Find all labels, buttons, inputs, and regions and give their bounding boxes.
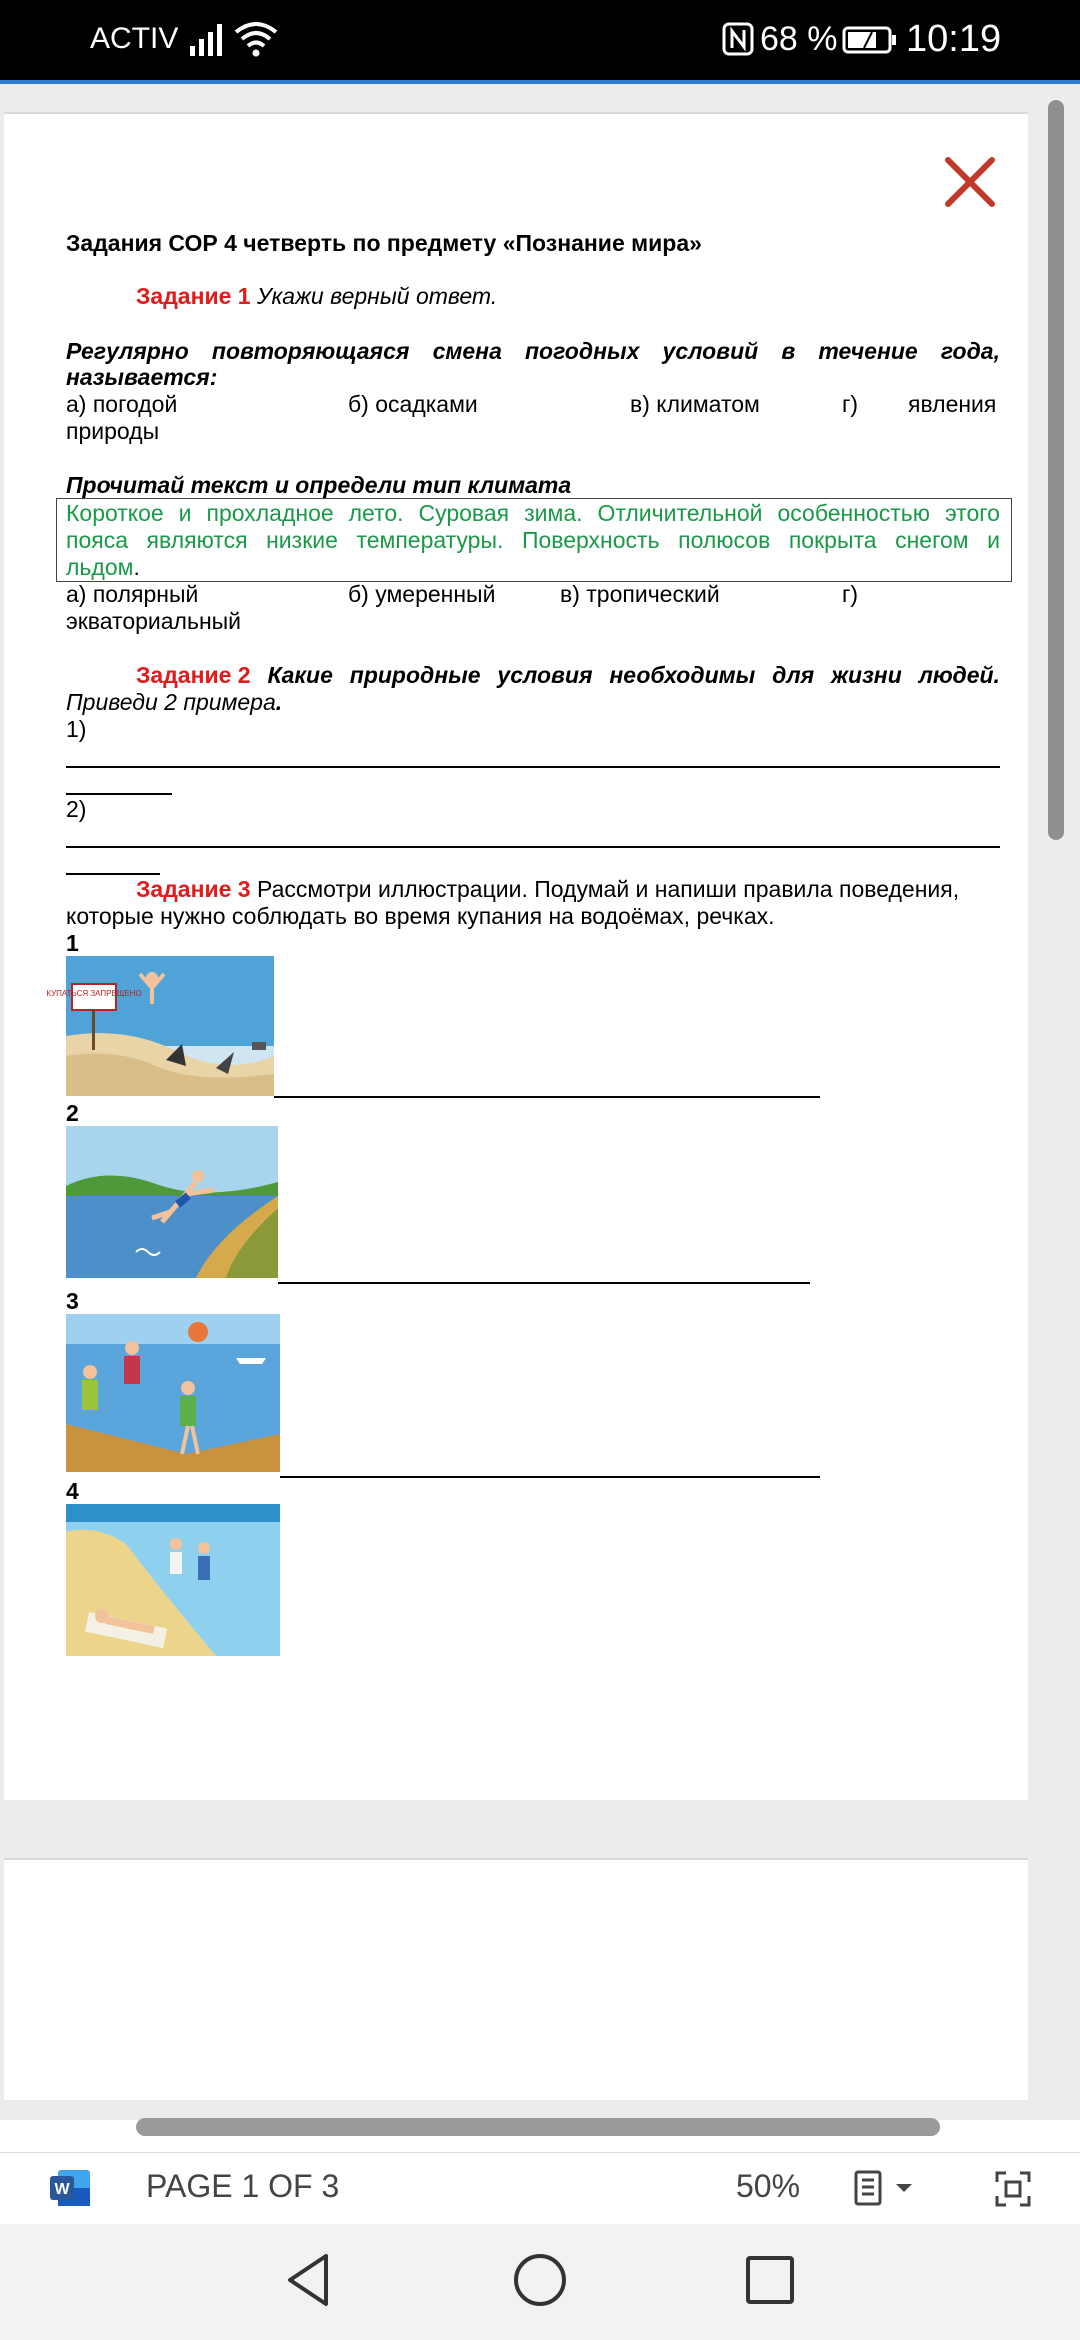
picture-number: 4: [66, 1478, 79, 1504]
sign-text: КУПАТЬСЯ ЗАПРЕЩЕНО: [46, 989, 142, 998]
task2-item2: 2): [66, 796, 87, 822]
view-mode-icon[interactable]: [852, 2168, 922, 2208]
home-icon[interactable]: [512, 2252, 568, 2308]
back-icon[interactable]: [282, 2250, 336, 2310]
answer-line[interactable]: [66, 846, 1000, 848]
zoom-level[interactable]: 50%: [736, 2168, 801, 2204]
task1-heading: [136, 283, 497, 310]
task2-line1: Задание 2 Какие природные условия необходимы для жизни людей.: [136, 662, 1000, 688]
q2-option-b: б) умеренный: [348, 581, 496, 607]
nfc-icon: [722, 22, 754, 56]
answer-line[interactable]: [278, 1282, 810, 1284]
illustration-diving: [66, 1126, 278, 1278]
close-icon[interactable]: [940, 152, 1000, 212]
task1-label: Задание 1: [136, 283, 251, 309]
task3-line2: которые нужно соблюдать во время купания на водоёмах, речках.: [66, 903, 775, 929]
passage-line3: льдом.: [66, 554, 140, 580]
task3-label: Задание 3: [136, 876, 251, 902]
word-icon[interactable]: [48, 2166, 92, 2210]
carrier-name: ACTIV: [90, 22, 179, 55]
document-title: Задания СОР 4 четверть по предмету «Познание мира»: [66, 230, 702, 256]
answer-line[interactable]: [66, 873, 160, 875]
answer-line[interactable]: [66, 766, 1000, 768]
task2-line2: Приведи 2 примера.: [66, 689, 283, 715]
q1-option-c: в) климатом: [630, 391, 760, 417]
q2-option-d-cont: экваториальный: [66, 608, 242, 634]
question1-line1: Регулярно повторяющаяся смена погодных условий в течение года,: [66, 338, 1000, 364]
q1-option-d-cont: природы: [66, 418, 160, 444]
status-bar: [0, 0, 1080, 80]
battery-icon: [842, 26, 898, 54]
document-page-next: [4, 1858, 1028, 2100]
task3-line1: Задание 3 Рассмотри иллюстрации. Подумай и напиши правила поведения,: [136, 876, 960, 902]
page-indicator: PAGE 1 OF 3: [146, 2168, 340, 2204]
task2-label: Задание 2: [136, 662, 251, 688]
task2-item1: 1): [66, 716, 87, 742]
illustration-beach: [66, 1504, 280, 1656]
battery-percent: 68 %: [760, 20, 838, 58]
picture-number: 2: [66, 1100, 79, 1126]
passage-line2: пояса являются низкие температуры. Поверхность полюсов покрыта снегом и: [66, 527, 1000, 553]
svg-text:W: W: [54, 2181, 70, 2198]
illustration-no-swimming: [46, 956, 274, 1096]
picture-number: 3: [66, 1288, 79, 1314]
task1-instruction: Укажи верный ответ.: [257, 283, 498, 309]
q2-option-c: в) тропический: [560, 581, 720, 607]
question1-line2: называется:: [66, 364, 218, 390]
answer-line[interactable]: [280, 1476, 820, 1478]
recent-apps-icon[interactable]: [744, 2254, 796, 2306]
signal-icon: [188, 22, 228, 56]
q1-option-d-prefix: г): [842, 391, 859, 417]
picture-number: 1: [66, 930, 79, 956]
answer-line[interactable]: [66, 793, 172, 795]
question2: Прочитай текст и определи тип климата: [66, 472, 572, 498]
q2-option-d-prefix: г): [842, 581, 859, 607]
passage-line1: Короткое и прохладное лето. Суровая зима. Отличительной особенностью этого: [66, 500, 1000, 526]
wifi-icon: [234, 20, 278, 58]
illustration-ball-game: [66, 1314, 280, 1472]
horizontal-scrollbar[interactable]: [136, 2118, 940, 2136]
q1-option-d-word: явления: [908, 391, 997, 417]
fullscreen-icon[interactable]: [994, 2170, 1032, 2208]
q2-option-a: а) полярный: [66, 581, 199, 607]
q1-option-b: б) осадками: [348, 391, 478, 417]
vertical-scrollbar[interactable]: [1048, 100, 1064, 840]
q1-option-a: а) погодой: [66, 391, 178, 417]
answer-line[interactable]: [274, 1096, 820, 1098]
clock: 10:19: [906, 18, 1002, 60]
